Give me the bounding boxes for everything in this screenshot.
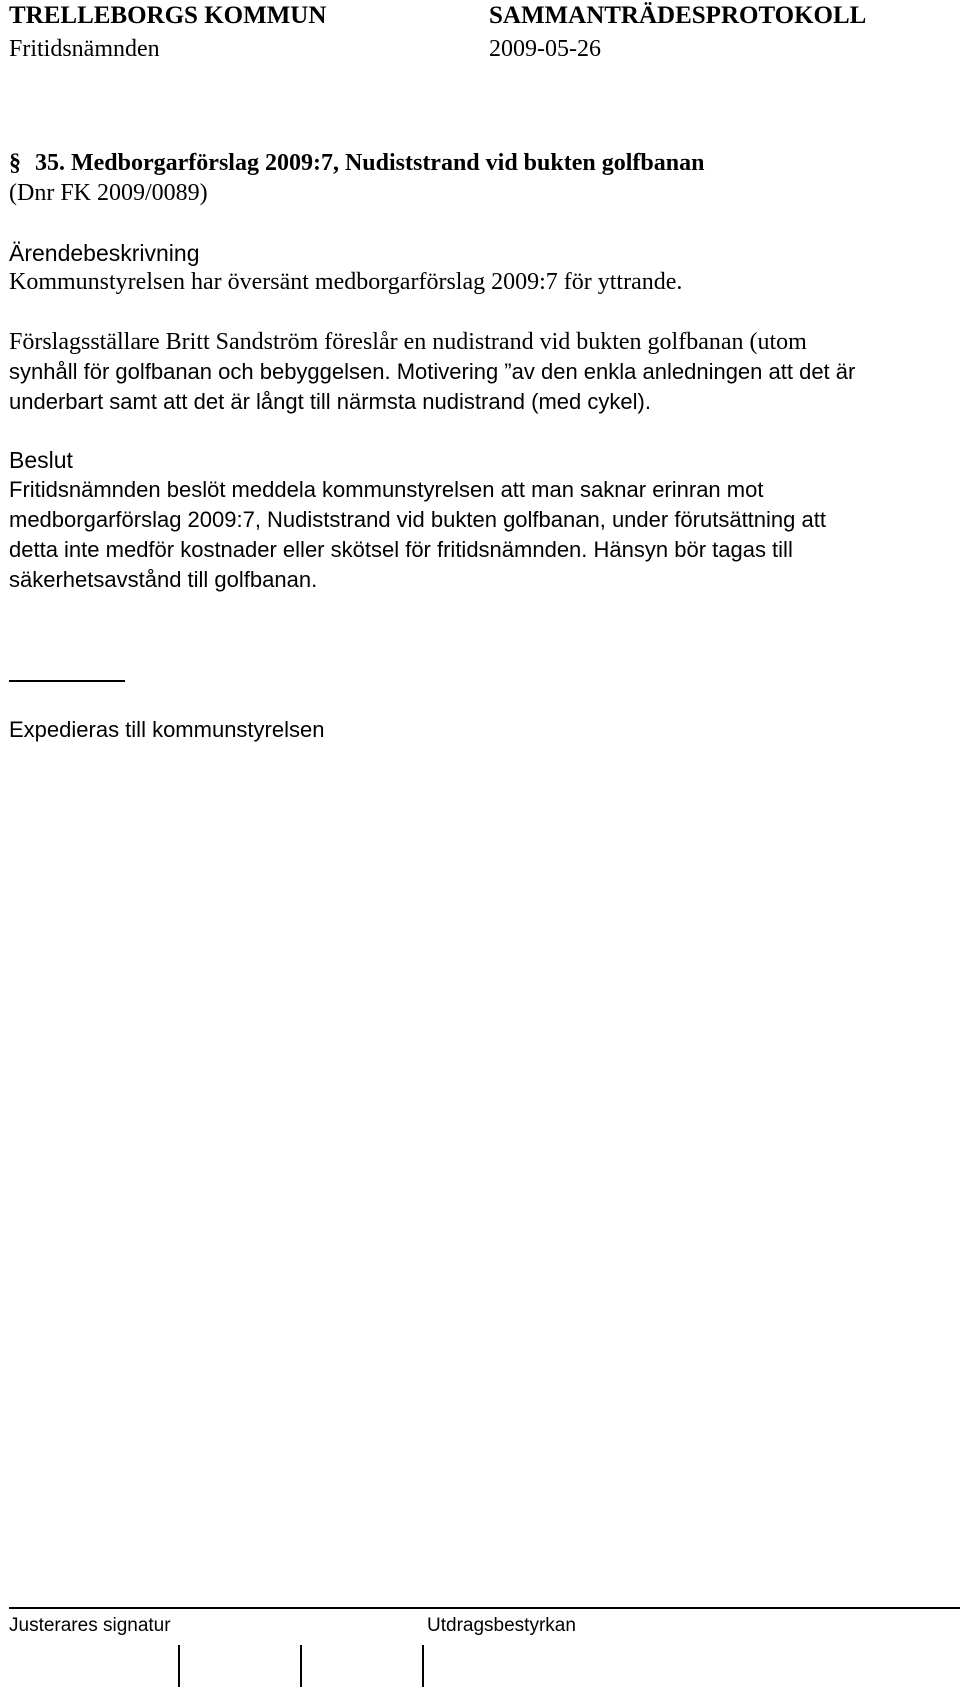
document-type: SAMMANTRÄDESPROTOKOLL	[489, 2, 867, 29]
signature-label: Justerares signatur	[9, 1615, 171, 1636]
decision-paragraph	[9, 475, 954, 595]
description-intro: Kommunstyrelsen har översänt medborgarförslag 2009:7 för yttrande.	[9, 269, 683, 295]
section-symbol: §	[9, 150, 21, 176]
signature-box-divider	[178, 1645, 180, 1687]
proposal-line: Förslagsställare Britt Sandström föreslår en nudistrand vid bukten golfbanan (utom	[9, 329, 807, 355]
proposal-line: underbart samt att det är långt till närmsta nudistrand (med cykel).	[9, 389, 651, 414]
proposal-paragraph	[9, 327, 954, 417]
proposal-line: synhåll för golfbanan och bebyggelsen. Motivering ”av den enkla anledningen att det är	[9, 359, 856, 384]
decision-line: säkerhetsavstånd till golfbanan.	[9, 567, 318, 592]
footer-rule	[9, 1607, 960, 1609]
committee-name: Fritidsnämnden	[9, 36, 160, 62]
description-heading: Ärendebeskrivning	[9, 240, 200, 266]
organization-name: TRELLEBORGS KOMMUN	[9, 2, 327, 29]
section-reference: (Dnr FK 2009/0089)	[9, 180, 208, 206]
meeting-date: 2009-05-26	[489, 36, 601, 62]
attestation-label: Utdragsbestyrkan	[427, 1615, 576, 1636]
section-heading	[9, 148, 704, 178]
decision-line: Fritidsnämnden beslöt meddela kommunstyrelsen att man saknar erinran mot	[9, 477, 764, 502]
distribution-note: Expedieras till kommunstyrelsen	[9, 717, 325, 742]
separator-line	[9, 680, 125, 682]
decision-line: medborgarförslag 2009:7, Nudiststrand vid bukten golfbanan, under förutsättning att	[9, 507, 826, 532]
signature-box-divider	[422, 1645, 424, 1687]
decision-heading: Beslut	[9, 447, 73, 473]
decision-line: detta inte medför kostnader eller skötsel för fritidsnämnden. Hänsyn bör tagas till	[9, 537, 793, 562]
signature-box-divider	[300, 1645, 302, 1687]
section-title: 35. Medborgarförslag 2009:7, Nudiststrand vid bukten golfbanan	[35, 150, 705, 176]
